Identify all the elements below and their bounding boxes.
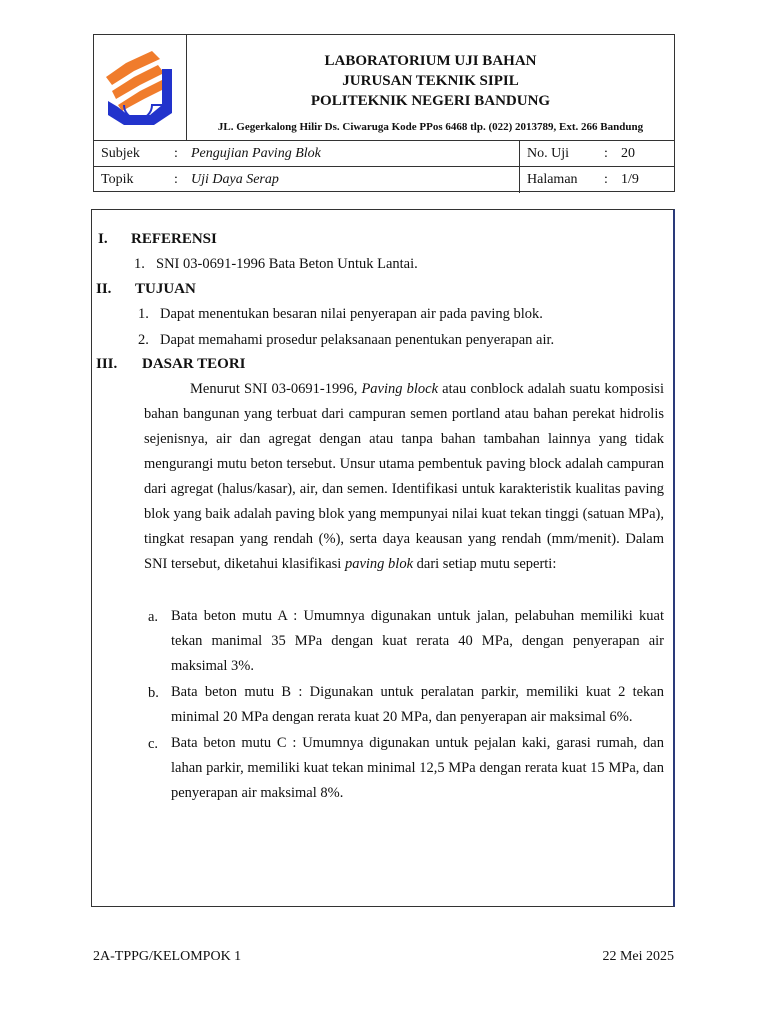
content-box <box>91 209 675 907</box>
goal-1-text: Dapat menentukan besaran nilai penyerapan air pada paving blok. <box>160 306 543 322</box>
term-paving-blok: paving blok <box>344 556 414 572</box>
goal-1-number: 1. <box>138 306 149 322</box>
document-header <box>93 34 675 192</box>
footer-group: 2A-TPPG/KELOMPOK 1 <box>93 949 242 964</box>
logo-cell <box>94 35 187 140</box>
section-2-title: TUJUAN <box>135 281 196 297</box>
institution-title: POLITEKNIK NEGERI BANDUNG <box>310 93 551 109</box>
polban-logo <box>104 49 176 125</box>
info-divider <box>519 141 520 167</box>
info-row-topic <box>94 166 674 193</box>
section-3-title: DASAR TEORI <box>142 356 246 372</box>
test-no-value: 20 <box>621 146 635 161</box>
info-divider <box>519 167 520 193</box>
ref-1-number: 1. <box>134 256 145 272</box>
section-3-number: III. <box>96 356 118 372</box>
page-label: Halaman <box>527 172 578 187</box>
topic-label: Topik <box>101 172 134 187</box>
class-b-label: b. <box>148 685 159 701</box>
footer-date: 22 Mei 2025 <box>602 949 674 964</box>
title-block <box>187 35 674 140</box>
class-a-text: Bata beton mutu A : Umumnya digunakan untuk jalan, pelabuhan memiliki kuat tekan manimal 35 MPa dengan kuat rerata 40 MPa, dengan penyerapan air maksimal 3%. <box>171 608 664 674</box>
subject-label: Subjek <box>101 146 140 161</box>
subject-colon: : <box>174 146 178 161</box>
page-value: 1/9 <box>621 172 639 187</box>
ref-1-text: SNI 03-0691-1996 Bata Beton Untuk Lantai. <box>156 256 418 272</box>
lab-title: LABORATORIUM UJI BAHAN <box>324 53 537 69</box>
goal-2-text: Dapat memahami prosedur pelaksanaan penentukan penyerapan air. <box>160 332 555 348</box>
info-row-subject <box>94 140 674 167</box>
term-paving-block: Paving block <box>361 381 439 397</box>
section-1-title: REFERENSI <box>131 231 217 247</box>
goal-2-number: 2. <box>138 332 149 348</box>
address: JL. Gegerkalong Hilir Ds. Ciwaruga Kode PPos 6468 tlp. (022) 2013789, Ext. 266 Bandung <box>217 121 644 133</box>
theory-paragraph: Menurut SNI 03-0691-1996, Paving block atau conblock adalah suatu komposisi bahan bangunan yang terbuat dari campuran semen portland atau bahan perekat hidrolis sejenisnya, air dan agregat dengan atau tanpa bahan tambahan lainnya yang tidak mengurangi mutu beton tersebut. Unsur utama pembentuk paving block adalah campuran dari agregat (halus/kasar), air, dan semen. Identifikasi untuk karakteristik kualitas paving blok yang baik adalah paving blok yang mempunyai nilai kuat tekan tinggi (satuan MPa), tingkat resapan yang rendah (%), serta daya keausan yang rendah (mm/menit). Dalam SNI tersebut, diketahui klasifikasi paving blok dari setiap mutu seperti: <box>144 381 664 572</box>
class-a-label: a. <box>148 609 159 625</box>
test-no-label: No. Uji <box>527 146 569 161</box>
department-title: JURUSAN TEKNIK SIPIL <box>342 73 519 89</box>
topic-value: Uji Daya Serap <box>191 172 279 187</box>
subject-value: Pengujian Paving Blok <box>191 146 321 161</box>
topic-colon: : <box>174 172 178 187</box>
class-c-label: c. <box>148 736 159 752</box>
page-colon: : <box>604 172 608 187</box>
class-c-text: Bata beton mutu C : Umumnya digunakan untuk pejalan kaki, garasi rumah, dan lahan parkir, memiliki kuat tekan minimal 12,5 MPa dengan rerata kuat 15 MPa, dan penyerapan air maksimal 8%. <box>171 735 664 801</box>
section-2-number: II. <box>96 281 112 297</box>
section-1-number: I. <box>98 231 108 247</box>
test-no-colon: : <box>604 146 608 161</box>
class-b-text: Bata beton mutu B : Digunakan untuk peralatan parkir, memiliki kuat 2 tekan minimal 20 MPa dengan rerata kuat 20 MPa, dan penyerapan air maksimal 6%. <box>171 684 664 725</box>
